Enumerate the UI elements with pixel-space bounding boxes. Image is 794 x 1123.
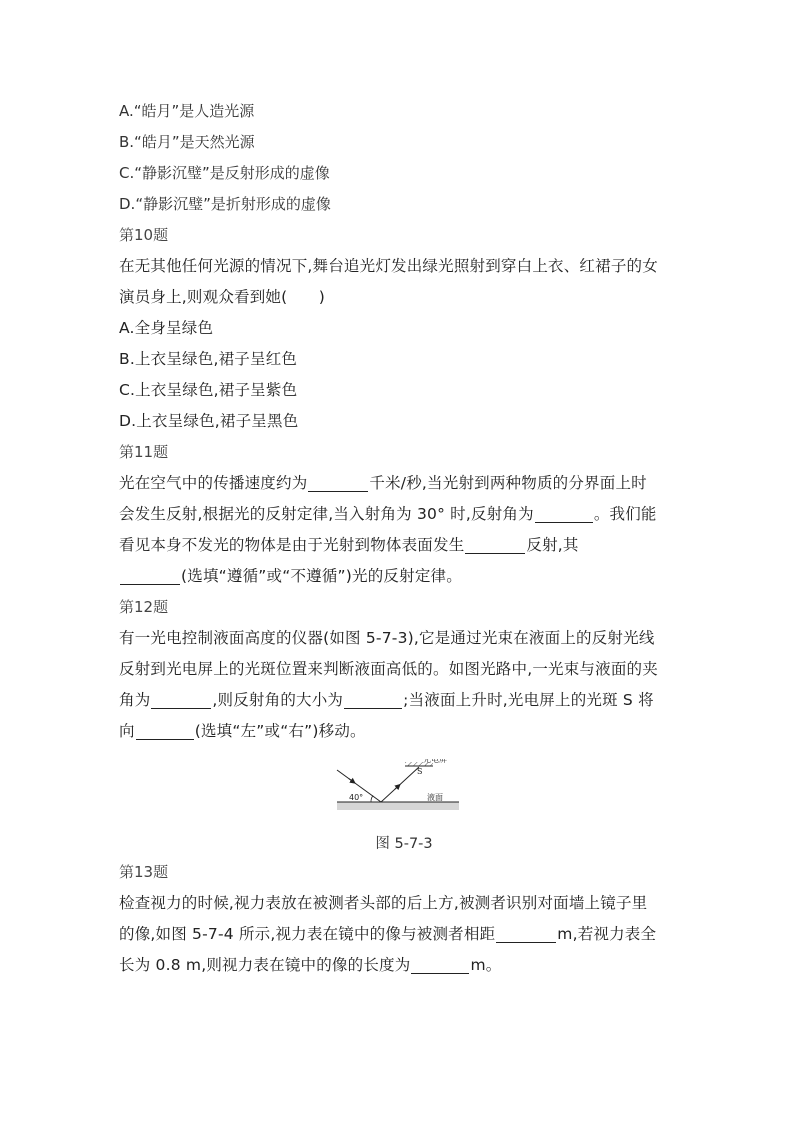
liquid-label: 液面 [427,793,443,802]
figure-caption: 图 5-7-3 [375,836,433,852]
q12-text-3a: 角为 [119,691,151,709]
q11-title: 第11题 [119,443,169,461]
exam-page [119,96,689,981]
q13-title: 第13题 [119,863,169,881]
figure-5-7-3 [335,759,461,821]
q12-text-3b: ,则反射角的大小为 [212,691,344,709]
q10-text-line-1: 在无其他任何光源的情况下,舞台追光灯发出绿光照射到穿白上衣、红裙子的女 [119,257,658,275]
q12-text-line-2: 反射到光电屏上的光斑位置来判断液面高低的。如图光路中,一光束与液面的夹 [119,660,658,678]
q13-text-line-2 [119,919,689,950]
q11-text-line-1 [119,468,689,499]
q11-text-line-2 [119,499,689,530]
spot-label: S [417,767,423,776]
q12-text-line-3 [119,685,689,716]
q11-text-2a: 会发生反射,根据光的反射定律,当入射角为 30° 时,反射角为 [119,505,534,523]
q11-text-1a: 光在空气中的传播速度约为 [119,474,308,492]
q9-option-d: D.“静影沉璧”是折射形成的虚像 [119,195,331,213]
q13-text-2b: m,若视力表全 [557,925,657,943]
reflected-ray-arrow [395,785,400,790]
angle-arc [371,796,373,803]
q11-text-1b: 千米/秒,当光射到两种物质的分界面上时 [369,474,647,492]
incident-ray-arrow [349,779,355,783]
answer-blank [151,691,211,709]
liquid-body [337,802,459,810]
q12-text-line-4 [119,716,689,747]
q10-option-b: B.上衣呈绿色,裙子呈红色 [119,350,298,368]
q10-title: 第10题 [119,226,169,244]
q13-text-2a: 的像,如图 5-7-4 所示,视力表在镜中的像与被测者相距 [119,925,496,943]
reflection-diagram [335,759,461,821]
q9-option-b: B.“皓月”是天然光源 [119,133,255,151]
q12-text-4b: (选填“左”或“右”)移动。 [194,722,366,740]
q11-text-3b: 反射,其 [526,536,579,554]
q12-text-4a: 向 [119,722,135,740]
answer-blank [465,536,525,554]
answer-blank [496,925,556,943]
q9-option-a: A.“皓月”是人造光源 [119,102,255,120]
q11-text-line-4 [119,561,689,592]
q13-text-3a: 长为 0.8 m,则视力表在镜中的像的长度为 [119,956,411,974]
q10-text-line-2: 演员身上,则观众看到她( ) [119,288,326,306]
q10-option-d: D.上衣呈绿色,裙子呈黑色 [119,412,299,430]
answer-blank [344,691,402,709]
q12-title: 第12题 [119,598,169,616]
q13-text-line-1: 检查视力的时候,视力表放在被测者头部的后上方,被测者识别对面墙上镜子里 [119,894,648,912]
answer-blank [136,722,194,740]
q12-text-line-1: 有一光电控制液面高度的仪器(如图 5-7-3),它是通过光束在液面上的反射光线 [119,629,655,647]
q10-option-a: A.全身呈绿色 [119,319,214,337]
answer-blank [120,567,180,585]
answer-blank [411,956,469,974]
q11-text-line-3 [119,530,689,561]
q11-text-3a: 看见本身不发光的物体是由于光射到物体表面发生 [119,536,465,554]
answer-blank [308,474,368,492]
screen-label: 光电屏 [423,759,447,764]
q13-text-3b: m。 [470,956,502,974]
q13-text-line-3 [119,950,689,981]
angle-label: 40° [349,793,364,802]
q9-option-c: C.“静影沉璧”是反射形成的虚像 [119,164,330,182]
q10-option-c: C.上衣呈绿色,裙子呈紫色 [119,381,298,399]
answer-blank [535,505,593,523]
q11-text-4a: (选填“遵循”或“不遵循”)光的反射定律。 [181,567,462,585]
q12-text-3c: ;当液面上升时,光电屏上的光斑 S 将 [403,691,654,709]
q11-text-2b: 。我们能 [593,505,657,523]
